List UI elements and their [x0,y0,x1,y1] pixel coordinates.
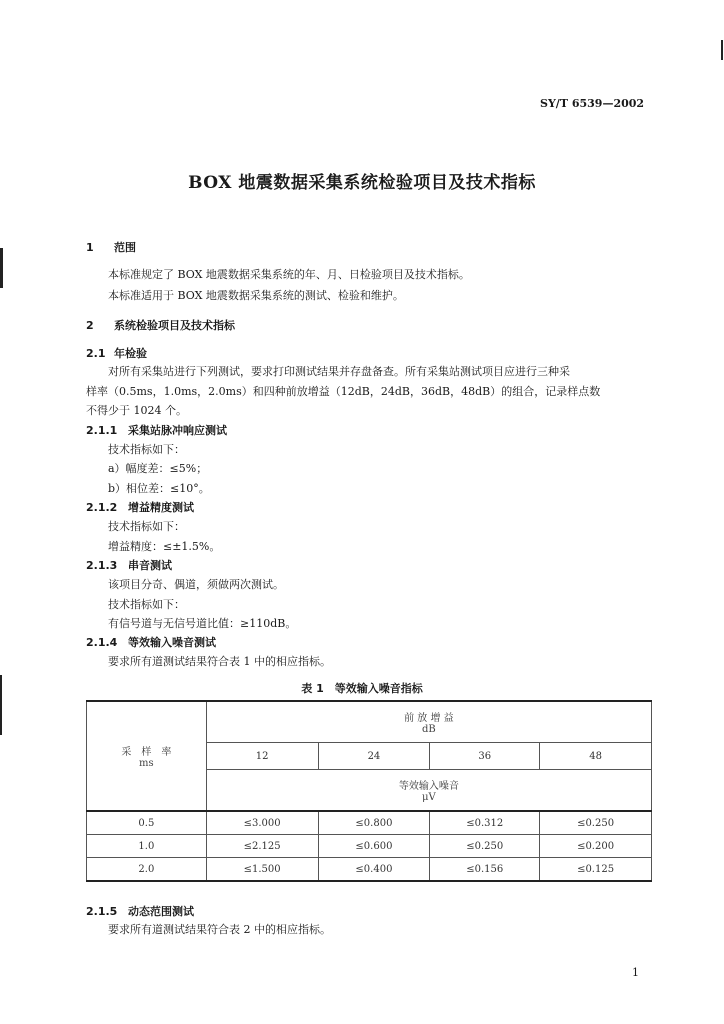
paragraph: 本标准适用于 BOX 地震数据采集系统的测试、检验和维护。 [108,289,404,302]
noise-header-cell [206,770,651,812]
paragraph: b）相位差：≤10°。 [108,482,210,495]
paragraph: 技术指标如下： [108,443,185,456]
value-cell: ≤0.156 [430,858,540,882]
gain-label: 前 放 增 益 [404,713,454,724]
section-number: 2 [86,319,94,332]
section-heading [86,318,235,334]
section-title: 动态范围测试 [128,905,194,918]
value-cell: ≤0.125 [540,858,652,882]
gain-value-cell: 36 [430,743,540,770]
table-row [87,835,652,858]
table-header-row [87,701,652,743]
paragraph: 技术指标如下： [108,520,185,533]
section-number: 2.1.2 [86,501,118,514]
paragraph: 本标准规定了 BOX 地震数据采集系统的年、月、日检验项目及技术指标。 [108,268,470,281]
value-cell: ≤3.000 [206,811,318,835]
gain-value-cell: 48 [540,743,652,770]
table-caption: 表 1 等效输入噪音指标 [301,682,423,695]
section-number: 2.1 [86,347,106,360]
noise-label: 等效输入噪音 [398,781,459,792]
noise-spec-table [86,700,652,882]
section-title: 年检验 [114,347,147,360]
rowhead-cell [87,701,207,811]
section-title: 系统检验项目及技术指标 [114,319,235,332]
value-cell: ≤0.250 [430,835,540,858]
section-number: 2.1.5 [86,905,118,918]
paragraph: 不得少于 1024 个。 [86,404,187,417]
value-cell: ≤0.400 [318,858,430,882]
section-heading [86,558,172,574]
page-number: 1 [632,966,639,979]
paragraph: a）幅度差：≤5%； [108,462,208,475]
value-cell: ≤0.800 [318,811,430,835]
section-title: 串音测试 [128,559,172,572]
section-heading [86,346,147,362]
gain-value-cell: 12 [206,743,318,770]
section-title: 范围 [114,241,136,254]
value-cell: ≤0.600 [318,835,430,858]
table-row [87,858,652,882]
rate-cell: 0.5 [87,811,207,835]
section-heading [86,904,194,920]
paragraph: 样率（0.5ms，1.0ms，2.0ms）和四种前放增益（12dB，24dB，36dB，48dB）的组合，记录样点数 [86,385,601,398]
section-heading [86,423,227,439]
paragraph: 增益精度：≤±1.5%。 [108,540,221,553]
section-heading [86,635,216,651]
section-number: 2.1.1 [86,424,118,437]
paragraph: 该项目分奇、偶道，须做两次测试。 [108,578,284,591]
value-cell: ≤1.500 [206,858,318,882]
section-title: 增益精度测试 [128,501,194,514]
scan-edge-mark [0,248,3,288]
document-title: BOX 地震数据采集系统检验项目及技术指标 [188,173,536,193]
paragraph: 有信号道与无信号道比值：≥110dB。 [108,617,297,630]
rowhead-unit: ms [139,758,154,769]
value-cell: ≤0.250 [540,811,652,835]
section-heading [86,500,194,516]
paragraph: 对所有采集站进行下列测试，要求打印测试结果并存盘备查。所有采集站测试项目应进行三种采 [108,365,570,378]
noise-unit: μV [422,792,436,803]
value-cell: ≤2.125 [206,835,318,858]
table-row [87,811,652,835]
section-number: 2.1.3 [86,559,118,572]
standard-number: SY/T 6539—2002 [540,97,645,110]
section-title: 等效输入噪音测试 [128,636,216,649]
rate-cell: 2.0 [87,858,207,882]
value-cell: ≤0.312 [430,811,540,835]
paragraph: 技术指标如下： [108,598,185,611]
paragraph: 要求所有道测试结果符合表 2 中的相应指标。 [108,923,331,936]
scan-edge-mark [721,40,723,60]
section-number: 1 [86,241,94,254]
section-number: 2.1.4 [86,636,118,649]
gain-value-cell: 24 [318,743,430,770]
rate-cell: 1.0 [87,835,207,858]
rowhead-label: 采 样 率 [121,747,172,758]
value-cell: ≤0.200 [540,835,652,858]
paragraph: 要求所有道测试结果符合表 1 中的相应指标。 [108,655,331,668]
gain-header-cell [206,701,651,743]
section-title: 采集站脉冲响应测试 [128,424,227,437]
gain-unit: dB [421,724,436,735]
section-heading [86,240,136,256]
